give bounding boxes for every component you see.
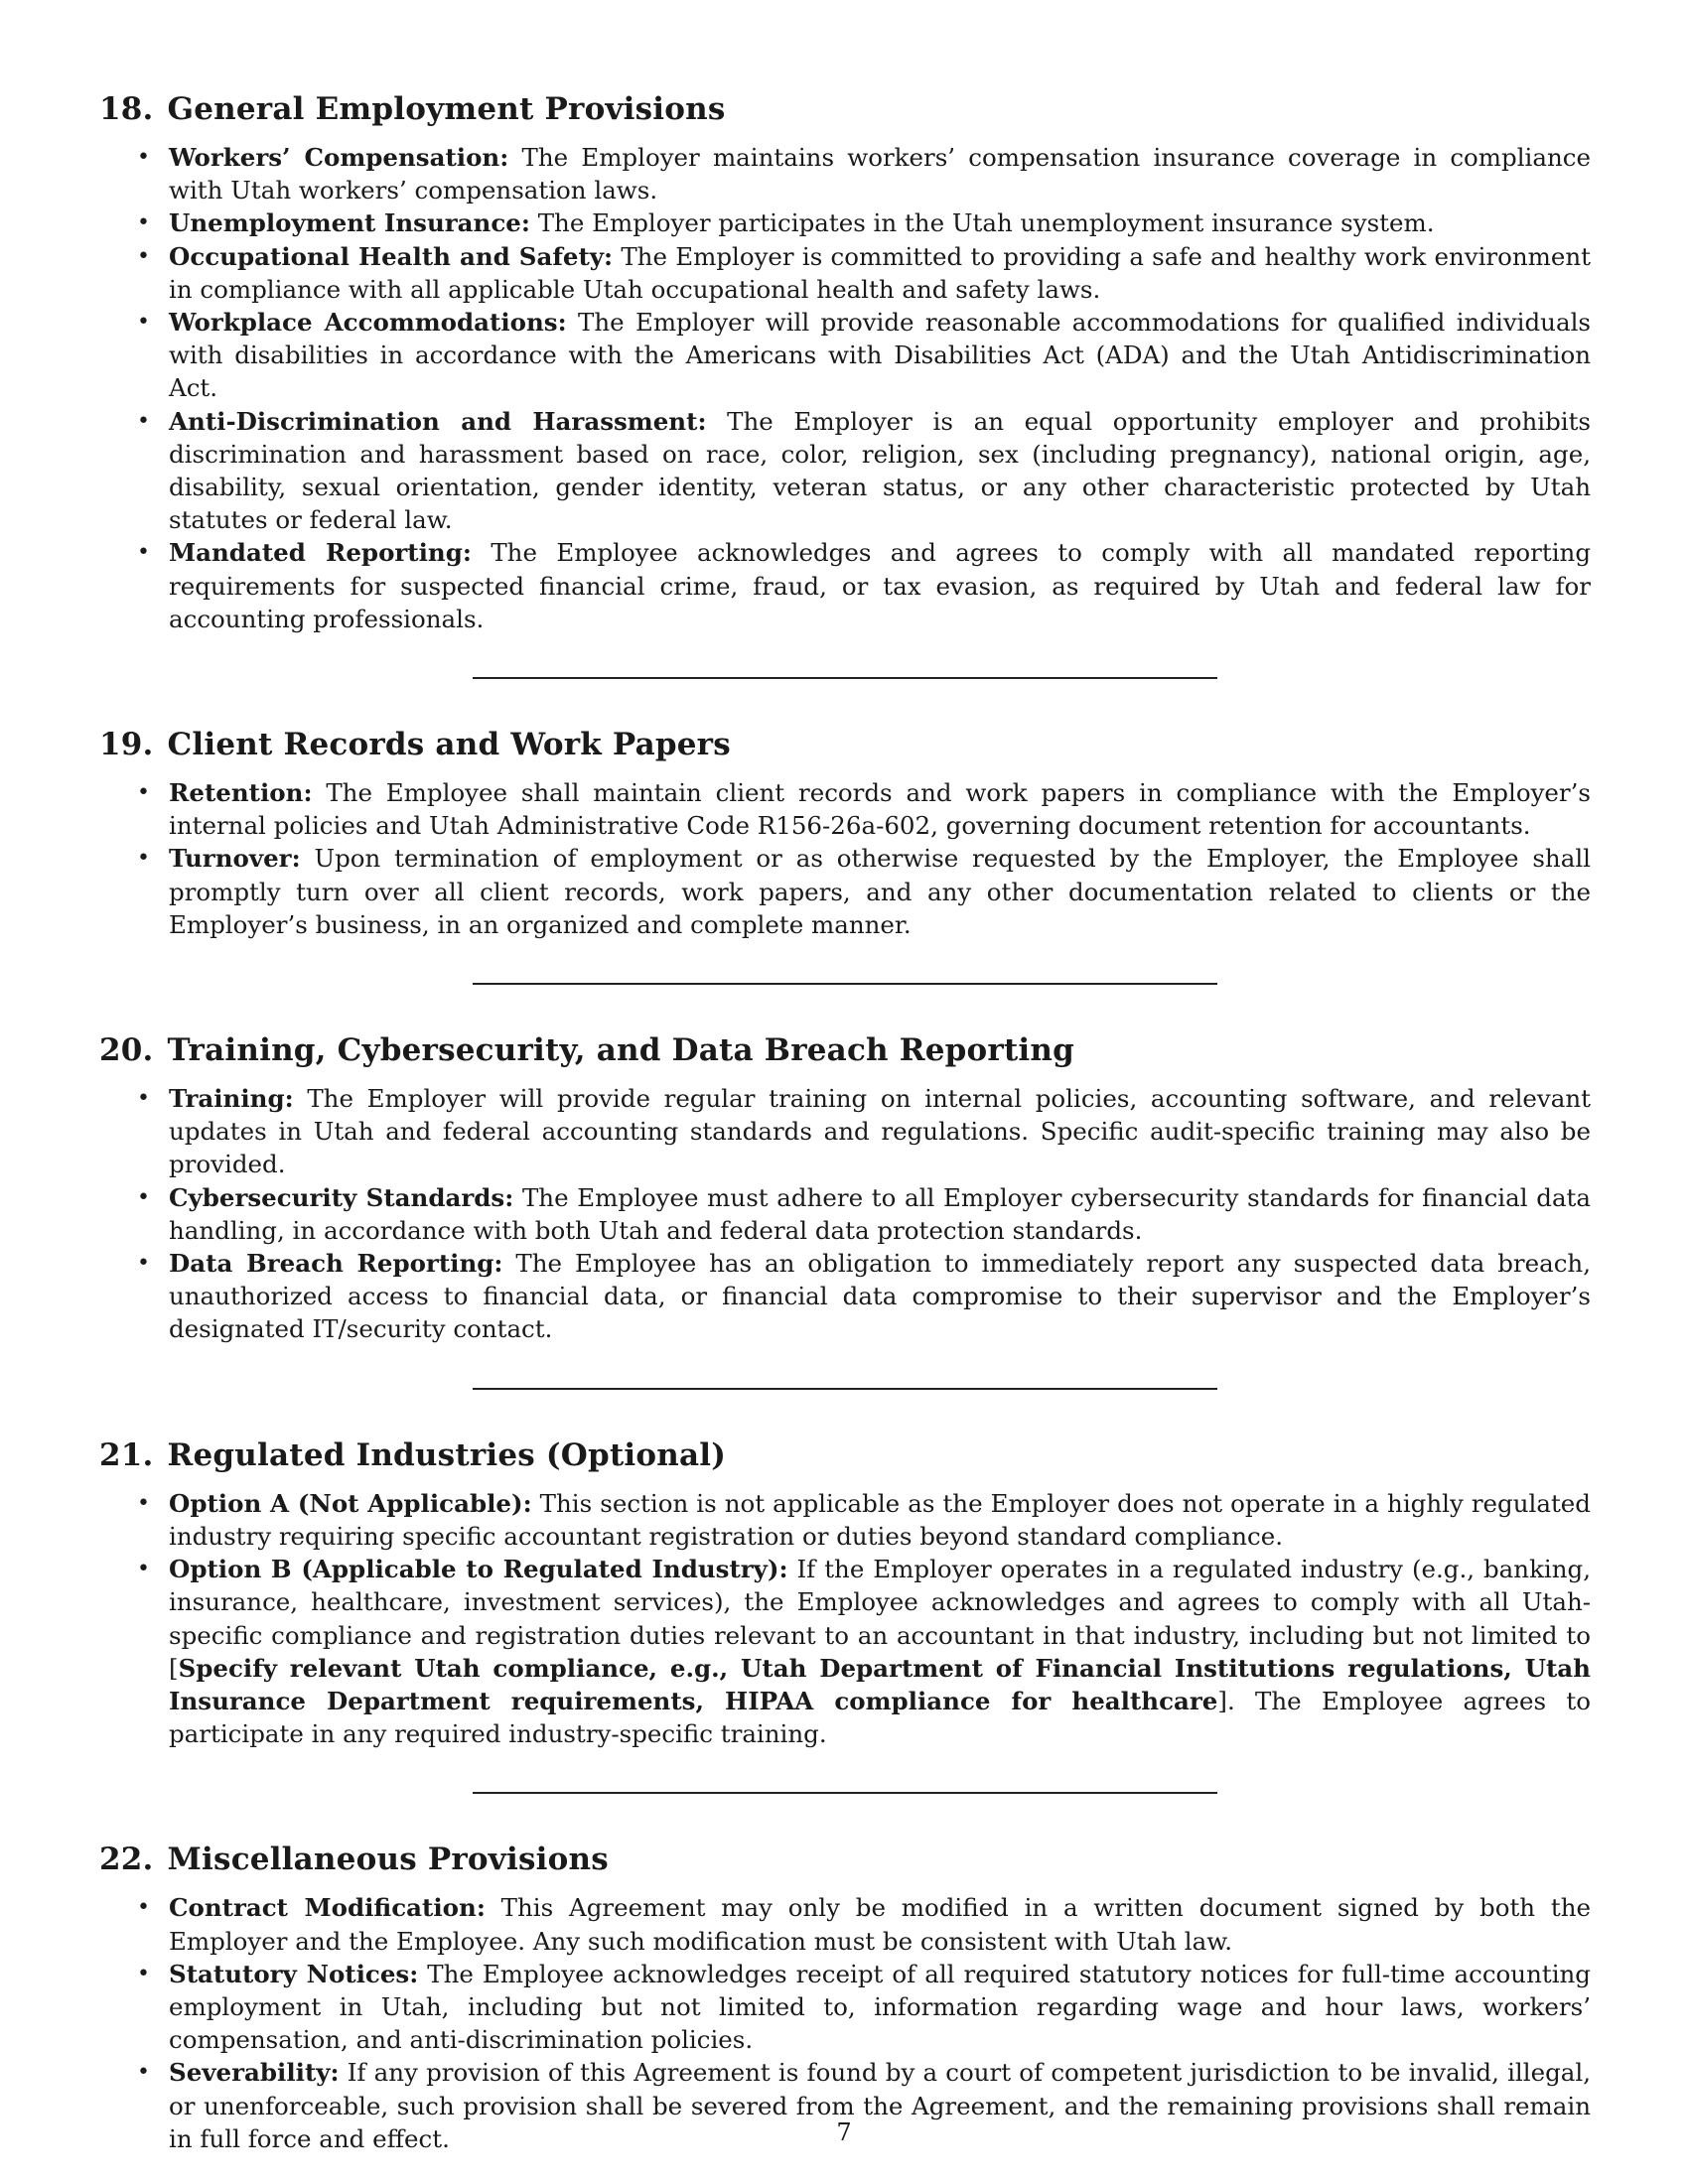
provision-text: The Employee shall maintain client records and work papers in compliance with the Employer’s internal policies and Utah Administrative Code R156-26a-602, governing document retention for accountants. [169, 778, 1591, 841]
provision-term: Data Breach Reporting: [169, 1249, 503, 1279]
provision-term: Workers’ Compensation: [169, 143, 509, 172]
provision-item [99, 1247, 1591, 1346]
provision-term: Retention: [169, 778, 313, 808]
section-title: General Employment Provisions [167, 91, 726, 127]
provision-term: Statutory Notices: [169, 1959, 419, 1988]
section-divider [473, 983, 1217, 985]
provision-text: The Employer will provide reasonable accommodations for qualified individuals with disabilities in accordance with the Americans with Disabilities Act (ADA) and the Utah Antidiscrimination Act. [169, 308, 1591, 403]
provision-text: The Employee has an obligation to immediately report any suspected data breach, unauthorized access to financial data, or financial data compromise to their supervisor and the Employer’s designated IT/security contact. [169, 1249, 1592, 1344]
section-divider [473, 677, 1217, 679]
section-heading [99, 1032, 1591, 1068]
section-heading [99, 727, 1591, 762]
section-heading [99, 1437, 1591, 1473]
provision-text: The Employee acknowledges and agrees to comply with all mandated reporting requirements for suspected financial crime, fraud, or tax evasion, as required by Utah and federal law for accounting professionals. [169, 538, 1592, 633]
provision-term: Severability: [169, 2058, 340, 2088]
provision-text: The Employer will provide regular training on internal policies, accounting software, and relevant updates in Utah and federal accounting standards and regulations. Specific audit-specific training may also be provided. [169, 1084, 1591, 1179]
provision-item [99, 306, 1591, 405]
section-number: 18. [99, 91, 154, 127]
provision-text-tail: ]. The Employee agrees to participate in any required industry-specific training. [169, 1686, 1591, 1749]
provision-list [99, 776, 1591, 941]
provision-term: Turnover: [169, 844, 301, 874]
section-number: 20. [99, 1032, 154, 1069]
section-title: Client Records and Work Papers [167, 727, 731, 763]
provision-item [99, 405, 1591, 537]
provision-text: The Employer participates in the Utah unemployment insurance system. [529, 208, 1435, 238]
provision-text: The Employer maintains workers’ compensation insurance coverage in compliance with Utah workers’ compensation laws. [169, 143, 1592, 205]
provision-item [99, 1958, 1591, 2057]
provision-term: Mandated Reporting: [169, 538, 472, 568]
provision-term: Unemployment Insurance: [169, 208, 530, 238]
provision-term: Training: [169, 1084, 294, 1114]
section-number: 21. [99, 1436, 154, 1473]
provision-item [99, 1181, 1591, 1247]
section-training-cybersecurity [99, 1032, 1591, 1346]
provision-item [99, 141, 1591, 206]
provision-term: Cybersecurity Standards: [169, 1182, 514, 1212]
provision-text: The Employer is an equal opportunity employer and prohibits discrimination and harassment based on race, color, religion, sex (including pregnancy), national origin, age, disability, sexual orientation, gender identity, veteran status, or any other characteristic protected by Utah statutes or federal law. [169, 406, 1592, 535]
provision-term: Option B (Applicable to Regulated Industry): [169, 1555, 788, 1584]
section-general-employment [99, 91, 1591, 635]
provision-list [99, 1891, 1591, 2155]
placeholder-specify-compliance: Specify relevant Utah compliance, e.g., Utah Department of Financial Institutions regulations, Utah Insurance Department requirements, HIPAA compliance for healthcare [169, 1653, 1591, 1715]
section-number: 19. [99, 727, 154, 763]
section-title: Training, Cybersecurity, and Data Breach Reporting [167, 1032, 1075, 1069]
section-miscellaneous [99, 1842, 1591, 2155]
section-divider [473, 1792, 1217, 1794]
provision-item [99, 240, 1591, 306]
provision-text: Upon termination of employment or as otherwise requested by the Employer, the Employee shall promptly turn over all client records, work papers, and any other documentation related to clients or the Employer’s business, in an organized and complete manner. [169, 844, 1591, 939]
provision-text: The Employer is committed to providing a safe and healthy work environment in compliance with all applicable Utah occupational health and safety laws. [169, 241, 1592, 304]
provision-item [99, 1891, 1591, 1957]
section-number: 22. [99, 1842, 154, 1878]
provision-text: If the Employer operates in a regulated industry (e.g., banking, insurance, healthcare, investment services), the Employee acknowledges and agrees to comply with all Utah-specific compliance and registration duties relevant to an accountant in that industry, including but not limited to [ [169, 1555, 1591, 1683]
page-number: 7 [836, 2118, 852, 2146]
provision-term: Contract Modification: [169, 1893, 486, 1923]
provision-item [99, 1487, 1591, 1553]
provision-item [99, 1553, 1591, 1750]
provision-list [99, 1487, 1591, 1751]
provision-term: Option A (Not Applicable): [169, 1488, 532, 1518]
provision-text: This Agreement may only be modified in a written document signed by both the Employer and the Employee. Any such modification must be consistent with Utah law. [169, 1893, 1592, 1956]
provision-text: The Employee acknowledges receipt of all required statutory notices for full-time accounting employment in Utah, including but not limited to, information regarding wage and hour laws, workers’ compensation, and anti-discrimination policies. [169, 1959, 1591, 2055]
provision-item [99, 536, 1591, 635]
section-divider [473, 1388, 1217, 1390]
provision-text: This section is not applicable as the Employer does not operate in a highly regulated industry requiring specific accountant registration or duties beyond standard compliance. [169, 1488, 1591, 1551]
section-heading [99, 1842, 1591, 1877]
section-regulated-industries [99, 1437, 1591, 1751]
document-page [99, 91, 1591, 2155]
provision-list [99, 141, 1591, 635]
provision-text: The Employee must adhere to all Employer cybersecurity standards for financial data handling, in accordance with both Utah and federal data protection standards. [169, 1182, 1592, 1245]
section-title: Regulated Industries (Optional) [167, 1436, 727, 1473]
provision-text: If any provision of this Agreement is found by a court of competent jurisdiction to be invalid, illegal, or unenforceable, such provision shall be severed from the Agreement, and the remaining provisions shall remain in full force and effect. [169, 2058, 1591, 2153]
section-client-records [99, 727, 1591, 941]
provision-item [99, 1082, 1591, 1181]
section-title: Miscellaneous Provisions [167, 1842, 609, 1878]
provision-item [99, 776, 1591, 842]
provision-list [99, 1082, 1591, 1346]
provision-item [99, 842, 1591, 941]
provision-term: Occupational Health and Safety: [169, 241, 614, 271]
provision-item [99, 206, 1591, 239]
section-heading [99, 91, 1591, 127]
provision-term: Anti-Discrimination and Harassment: [169, 406, 707, 436]
provision-term: Workplace Accommodations: [169, 308, 567, 338]
